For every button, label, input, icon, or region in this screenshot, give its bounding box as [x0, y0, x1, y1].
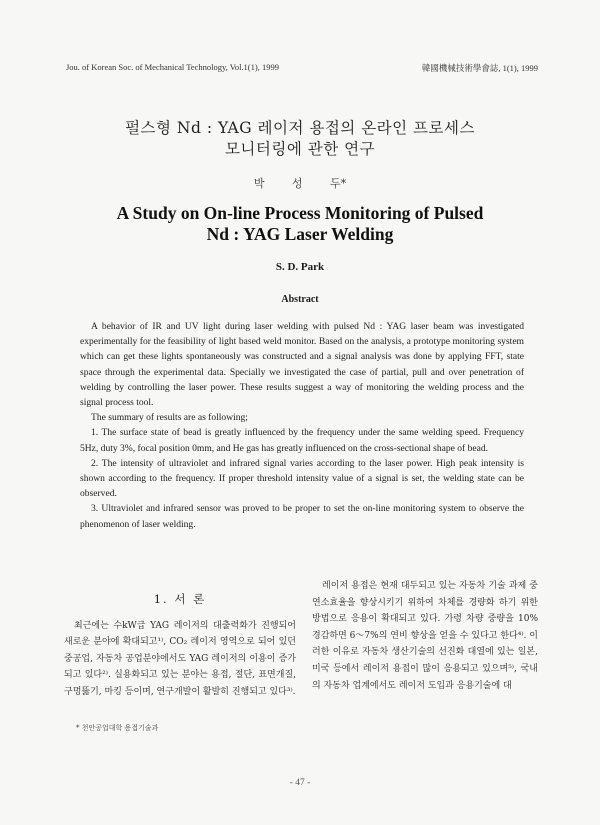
author-affiliation-footnote: * 천안공업대학 용접기술과	[76, 724, 159, 732]
korean-author: 박 성 두*	[253, 177, 347, 190]
body-column-left	[64, 591, 296, 701]
english-author: S. D. Park	[275, 261, 325, 273]
korean-title-line1: 펄스형 Nd : YAG 레이저 용접의 온라인 프로세스	[125, 119, 475, 137]
abstract-body	[80, 319, 524, 532]
body-column-right	[312, 578, 538, 694]
page-number: - 47 -	[289, 778, 311, 788]
english-title-line1: A Study on On-line Process Monitoring of Pulsed	[116, 203, 484, 223]
korean-title-line2: 모니터링에 관한 연구	[224, 140, 376, 158]
english-title	[0, 203, 600, 245]
body-paragraph-right: 레이저 용접은 현재 대두되고 있는 자동차 기술 과제 중 연소효율을 향상시키기 위하여 차체를 경량화 하기 위한 방법으로 응용이 확대되고 있다. 가령 차량 중량을 10% 경감하면 6～7%의 연비 향상을 얻을 수 있다고 한다⁴⁾. 이러한 이유로 자동차 생산기술의 선진화 대열에 있는 일본, 미국 등에서 레이저 용접이 많이 응용되고 있으며⁵⁾, 국내의 자동차 업계에서도 레이저 도입과 응용기술에 대	[312, 581, 538, 691]
section-number: 1.	[153, 592, 169, 606]
journal-citation-english: Jou. of Korean Soc. of Mechanical Technology, Vol.1(1), 1999	[66, 62, 279, 72]
abstract-heading: Abstract	[281, 294, 319, 305]
section-title: 서 론	[174, 592, 207, 606]
korean-title	[0, 118, 600, 160]
abstract-paragraph-3: 1. The surface state of bead is greatly influenced by the frequency under the same welding speed. Frequency 5Hz, duty 3%, focal position 0mm, and He gas has greatly influenced on the cross-sectional shape of bead.	[80, 427, 524, 454]
abstract-paragraph-2: The summary of results are as following;	[91, 412, 248, 424]
english-title-line2: Nd : YAG Laser Welding	[206, 224, 394, 244]
journal-citation-korean: 韓國機械技術學會誌, 1(1), 1999	[421, 63, 538, 73]
section-heading	[64, 591, 296, 608]
abstract-paragraph-1: A behavior of IR and UV light during laser welding with pulsed Nd : YAG laser beam was investigated experimentally for the feasibility of light based weld monitor. Based on the analysis, a prototype monitoring system which can get these lights spontaneously was constructed and a signal analysis was done by applying FFT, state space through the experimental data. Specially we investigated the case of partial, pull and over penetration of welding by controlling the laser power. These results suggest a way of monitoring the welding process and the signal process tool.	[80, 321, 524, 409]
abstract-paragraph-4: 2. The intensity of ultraviolet and infrared signal varies according to the laser power. High peak intensity is shown according to the frequency. If proper threshold intensity value of a signal is set, the welding state can be observed.	[80, 457, 524, 500]
abstract-paragraph-5: 3. Ultraviolet and infrared sensor was proved to be proper to set the on-line monitoring system to observe the phenomenon of laser welding.	[80, 503, 524, 530]
body-paragraph-left: 최근에는 수kW급 YAG 레이저의 대출력화가 진행되어 새로운 분야에 확대되고¹⁾, CO₂ 레이저 영역으로 되어 있던 중공업, 자동차 공업분야에서도 YAG 레이저의 이용이 증가되고 있다²⁾. 실용화되고 있는 분야는 용접, 절단, 표면개질, 구멍뚫기, 마킹 등이며, 연구개발이 활발히 진행되고 있다³⁾.	[64, 620, 296, 697]
